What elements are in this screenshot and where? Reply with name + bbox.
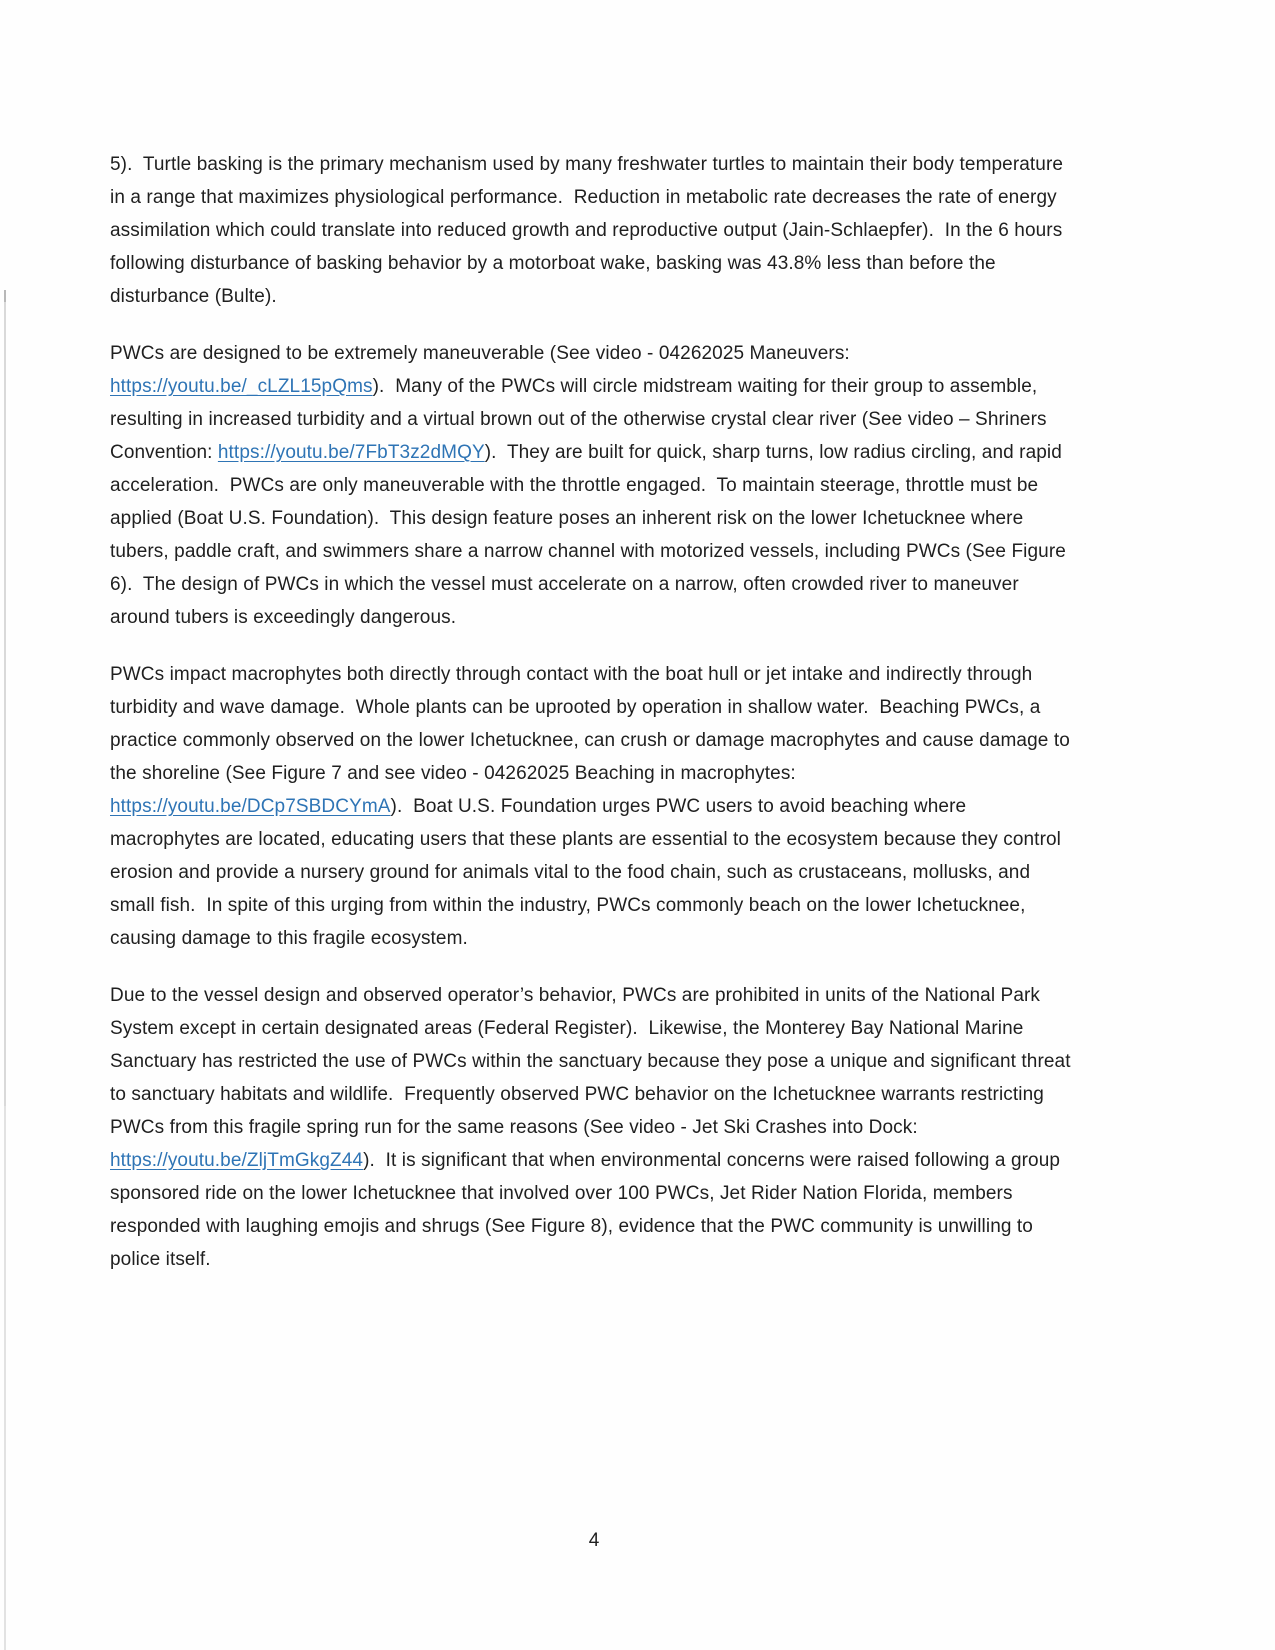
paragraph [110,979,1078,1276]
youtube-link[interactable]: https://youtu.be/ZljTmGkgZ44 [110,1150,364,1171]
youtube-link[interactable]: https://youtu.be/_cLZL15pQms [110,376,373,397]
youtube-link[interactable]: https://youtu.be/7FbT3z2dMQY [217,442,485,463]
paragraph [110,148,1078,313]
text-run: Due to the vessel design and observed operator’s behavior, PWCs are prohibited in units of the National Park System except in certain designated areas (Federal Register). Likewise, the Monterey Bay National Marine Sanctuary has restricted the use of PWCs within the sanctuary because they pose a unique and significant threat to sanctuary habitats and wildlife. Frequently observed PWC behavior on the Ichetucknee warrants restricting PWCs from this fragile spring run for the same reasons (See video - Jet Ski Crashes into Dock: [110,985,1076,1138]
paragraph [110,337,1078,634]
scan-edge-artifact [4,290,6,1650]
youtube-link[interactable]: https://youtu.be/DCp7SBDCYmA [110,796,391,817]
text-run: ). They are built for quick, sharp turns, low radius circling, and rapid acceleration. PWCs are only maneuverable with the throttle engaged. To maintain steerage, throttle must be applied (Boat U.S. Foundation). This design feature poses an inherent risk on the lower Ichetucknee where tubers, paddle craft, and swimmers share a narrow channel with motorized vessels, including PWCs (See Figure 6). The design of PWCs in which the vessel must accelerate on a narrow, often crowded river to maneuver around tubers is exceedingly dangerous. [110,442,1072,628]
page-number: 4 [588,1530,600,1551]
text-run: 5). Turtle basking is the primary mechanism used by many freshwater turtles to maintain their body temperature in a range that maximizes physiological performance. Reduction in metabolic rate decreases the rate of energy assimilation which could translate into reduced growth and reproductive output (Jain-Schlaepfer). In the 6 hours following disturbance of basking behavior by a motorboat wake, basking was 43.8% less than before the disturbance (Bulte). [110,154,1069,307]
document-body [110,148,1078,1300]
paragraph [110,658,1078,955]
text-run: ). Many of the PWCs will circle midstream waiting for their group to assemble, resulting in increased turbidity and a virtual brown out of the otherwise crystal clear river (See video – Shriners Convention: [110,376,1052,463]
text-run: PWCs are designed to be extremely maneuverable (See video - 04262025 Maneuvers: [110,343,856,364]
text-run: ). It is significant that when environmental concerns were raised following a group sponsored ride on the lower Ichetucknee that involved over 100 PWCs, Jet Rider Nation Florida, members responded with laughing emojis and shrugs (See Figure 8), evidence that the PWC community is unwilling to police itself. [110,1150,1066,1270]
text-run: PWCs impact macrophytes both directly through contact with the boat hull or jet intake and indirectly through turbidity and wave damage. Whole plants can be uprooted by operation in shallow water. Beaching PWCs, a practice commonly observed on the lower Ichetucknee, can crush or damage macrophytes and cause damage to the shoreline (See Figure 7 and see video - 04262025 Beaching in macrophytes: [110,664,1076,784]
text-run: ). Boat U.S. Foundation urges PWC users to avoid beaching where macrophytes are located, educating users that these plants are essential to the ecosystem because they control erosion and provide a nursery ground for animals vital to the food chain, such as crustaceans, mollusks, and small fish. In spite of this urging from within the industry, PWCs commonly beach on the lower Ichetucknee, causing damage to this fragile ecosystem. [110,796,1067,949]
